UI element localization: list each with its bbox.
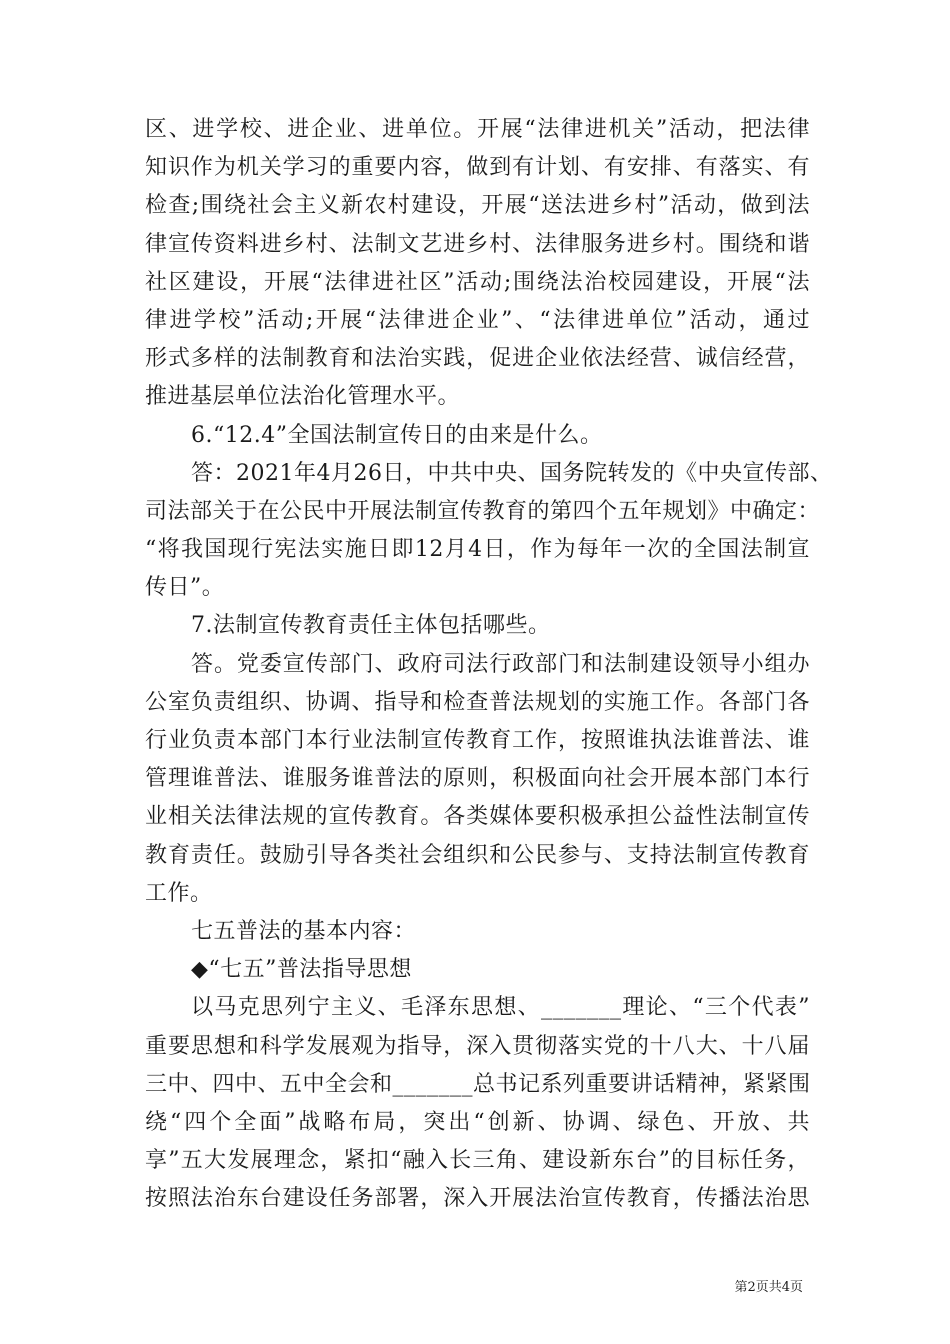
section-heading: 七五普法的基本内容： <box>191 918 417 944</box>
text-line: 行业负责本部门本行业法制宣传教育工作，按照谁执法谁普法、谁 <box>145 728 810 753</box>
text-line: 传日”。 <box>145 575 225 601</box>
text-line: 区、进学校、进企业、进单位。开展“法律进机关”活动，把法律 <box>145 117 810 142</box>
text-line: 社区建设，开展“法律进社区”活动;围绕法治校园建设，开展“法 <box>145 269 810 295</box>
text-line: 重要思想和科学发展观为指导，深入贯彻落实党的十八大、十八届 <box>145 1033 810 1059</box>
text-line: 管理谁普法、谁服务谁普法的原则，积极面向社会开展本部门本行 <box>145 766 810 792</box>
text-line: 知识作为机关学习的重要内容，做到有计划、有安排、有落实、有 <box>145 155 810 181</box>
text-line: 工作。 <box>145 880 213 906</box>
subsection-heading: ◆“七五”普法指导思想 <box>191 957 412 983</box>
page-number: 第2页共4页 <box>734 1280 803 1295</box>
question-heading: 6.“12.4”全国法制宣传日的由来是什么。 <box>191 422 603 448</box>
text-line: 形式多样的法制教育和法治实践，促进企业依法经营、诚信经营， <box>145 346 810 372</box>
text-line: 公室负责组织、协调、指导和检查普法规划的实施工作。各部门各 <box>145 689 810 715</box>
text-line: 答。党委宣传部门、政府司法行政部门和法制建设领导小组办 <box>191 651 810 677</box>
text-line: 享”五大发展理念，紧扣“融入长三角、建设新东台”的目标任务， <box>145 1148 810 1174</box>
text-line: 教育责任。鼓励引导各类社会组织和公民参与、支持法制宣传教育 <box>145 842 810 868</box>
body-text <box>145 111 833 1218</box>
text-line: 律宣传资料进乡村、法制文艺进乡村、法律服务进乡村。围绕和谐 <box>145 231 810 257</box>
text-line: 绕“四个全面”战略布局，突出“创新、协调、绿色、开放、共 <box>145 1109 810 1135</box>
text-line: 按照法治东台建设任务部署，深入开展法治宣传教育，传播法治思 <box>145 1186 810 1212</box>
text-line: 推进基层单位法治化管理水平。 <box>145 384 461 410</box>
text-line: 司法部关于在公民中开展法制宣传教育的第四个五年规划》中确定： <box>145 498 821 524</box>
text-line: “将我国现行宪法实施日即12月4日，作为每年一次的全国法制宣 <box>145 537 810 563</box>
text-line: 业相关法律法规的宣传教育。各类媒体要积极承担公益性法制宣传 <box>145 804 810 830</box>
text-line: 三中、四中、五中全会和_______总书记系列重要讲话精神，紧紧围 <box>145 1071 811 1097</box>
question-heading: 7.法制宣传教育责任主体包括哪些。 <box>191 613 551 639</box>
text-line: 以马克思列宁主义、毛泽东思想、_______理论、“三个代表” <box>191 995 810 1021</box>
text-line: 律进学校”活动;开展“法律进企业”、“法律进单位”活动，通过 <box>145 307 810 333</box>
text-line: 答：2021年4月26日，中共中央、国务院转发的《中央宣传部、 <box>191 460 833 486</box>
text-line: 检查;围绕社会主义新农村建设，开展“送法进乡村”活动，做到法 <box>145 193 810 219</box>
